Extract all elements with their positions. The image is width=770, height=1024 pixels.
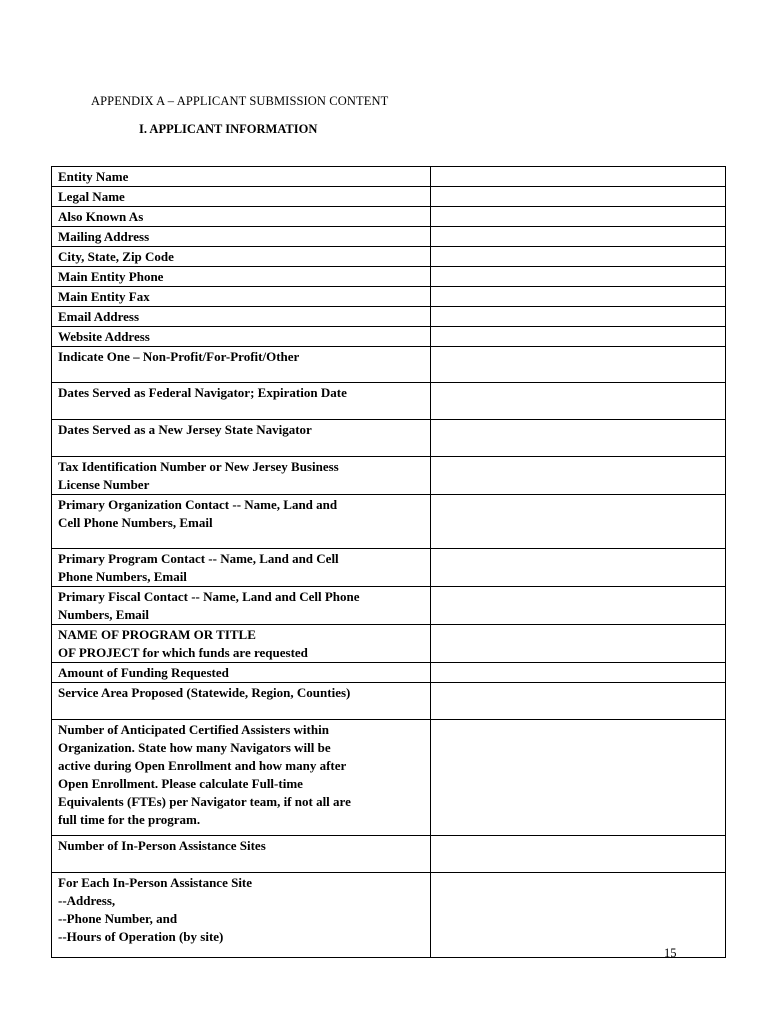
field-label-line: Legal Name <box>58 189 125 204</box>
form-row <box>52 587 726 625</box>
field-label <box>52 720 431 836</box>
form-row <box>52 187 726 207</box>
field-label-line: --Phone Number, and <box>58 911 178 926</box>
field-label-line: Number of Anticipated Certified Assisters within <box>58 722 329 737</box>
field-label <box>52 873 431 958</box>
field-label-line: Tax Identification Number or New Jersey Business <box>58 459 339 474</box>
field-value-cell[interactable] <box>431 457 726 495</box>
field-value-cell[interactable] <box>431 247 726 267</box>
form-row <box>52 287 726 307</box>
field-label-line: active during Open Enrollment and how many after <box>58 758 347 773</box>
field-label-line: Service Area Proposed (Statewide, Region, Counties) <box>58 685 351 700</box>
field-value-cell[interactable] <box>431 549 726 587</box>
field-value-cell[interactable] <box>431 307 726 327</box>
field-label-line: Cell Phone Numbers, Email <box>58 515 213 530</box>
form-row <box>52 267 726 287</box>
form-row <box>52 307 726 327</box>
field-value-cell[interactable] <box>431 167 726 187</box>
field-value-cell[interactable] <box>431 836 726 873</box>
field-label <box>52 836 431 873</box>
field-label-line: full time for the program. <box>58 812 201 827</box>
field-label-line: Email Address <box>58 309 140 324</box>
field-value-cell[interactable] <box>431 347 726 383</box>
field-label <box>52 625 431 663</box>
appendix-title: APPENDIX A – APPLICANT SUBMISSION CONTENT <box>91 94 389 108</box>
field-label-line: Primary Fiscal Contact -- Name, Land and Cell Phone <box>58 589 360 604</box>
applicant-information-table <box>51 166 726 958</box>
section-title: I. APPLICANT INFORMATION <box>139 122 318 136</box>
field-label-line: Mailing Address <box>58 229 150 244</box>
field-label <box>52 587 431 625</box>
field-value-cell[interactable] <box>431 625 726 663</box>
field-label-line: Primary Organization Contact -- Name, Land and <box>58 497 338 512</box>
field-label-line: Main Entity Phone <box>58 269 164 284</box>
field-label <box>52 683 431 720</box>
field-label-line: Website Address <box>58 329 150 344</box>
field-label-line: Entity Name <box>58 169 129 184</box>
field-label <box>52 167 431 187</box>
form-row <box>52 873 726 958</box>
field-label <box>52 549 431 587</box>
field-value-cell[interactable] <box>431 663 726 683</box>
form-row <box>52 347 726 383</box>
field-label-line: Open Enrollment. Please calculate Full-time <box>58 776 303 791</box>
field-value-cell[interactable] <box>431 327 726 347</box>
field-label <box>52 207 431 227</box>
form-row <box>52 457 726 495</box>
field-value-cell[interactable] <box>431 383 726 420</box>
field-label-line: Dates Served as Federal Navigator; Expiration Date <box>58 385 347 400</box>
field-value-cell[interactable] <box>431 187 726 207</box>
form-row <box>52 663 726 683</box>
form-row <box>52 683 726 720</box>
form-row <box>52 625 726 663</box>
form-row <box>52 549 726 587</box>
field-label <box>52 663 431 683</box>
field-label-line: Also Known As <box>58 209 144 224</box>
field-label-line: License Number <box>58 477 150 492</box>
field-value-cell[interactable] <box>431 267 726 287</box>
field-label-line: City, State, Zip Code <box>58 249 174 264</box>
form-row <box>52 207 726 227</box>
field-label <box>52 383 431 420</box>
field-label <box>52 495 431 549</box>
form-row <box>52 227 726 247</box>
field-label-line: For Each In-Person Assistance Site <box>58 875 253 890</box>
field-label-line: Amount of Funding Requested <box>58 665 229 680</box>
field-value-cell[interactable] <box>431 420 726 457</box>
field-label-line: --Hours of Operation (by site) <box>58 929 224 944</box>
field-label <box>52 420 431 457</box>
form-row <box>52 836 726 873</box>
field-value-cell[interactable] <box>431 873 726 958</box>
field-label-line: Phone Numbers, Email <box>58 569 187 584</box>
field-label-line: Organization. State how many Navigators will be <box>58 740 331 755</box>
form-row <box>52 383 726 420</box>
page-number: 15 <box>664 946 677 960</box>
field-label <box>52 287 431 307</box>
field-label <box>52 457 431 495</box>
field-label-line: Dates Served as a New Jersey State Navigator <box>58 422 312 437</box>
field-label <box>52 327 431 347</box>
field-label-line: Indicate One – Non-Profit/For-Profit/Other <box>58 349 300 364</box>
form-row <box>52 327 726 347</box>
field-label-line: Number of In-Person Assistance Sites <box>58 838 266 853</box>
field-value-cell[interactable] <box>431 287 726 307</box>
form-row <box>52 495 726 549</box>
field-value-cell[interactable] <box>431 683 726 720</box>
field-label-line: Main Entity Fax <box>58 289 150 304</box>
field-label-line: Numbers, Email <box>58 607 149 622</box>
field-label-line: NAME OF PROGRAM OR TITLE <box>58 627 256 642</box>
field-value-cell[interactable] <box>431 207 726 227</box>
field-value-cell[interactable] <box>431 587 726 625</box>
field-value-cell[interactable] <box>431 495 726 549</box>
field-value-cell[interactable] <box>431 720 726 836</box>
field-label <box>52 227 431 247</box>
field-label-line: Equivalents (FTEs) per Navigator team, if not all are <box>58 794 351 809</box>
field-label <box>52 247 431 267</box>
field-label <box>52 307 431 327</box>
field-value-cell[interactable] <box>431 227 726 247</box>
field-label-line: Primary Program Contact -- Name, Land and Cell <box>58 551 339 566</box>
field-label-line: OF PROJECT for which funds are requested <box>58 645 308 660</box>
field-label <box>52 267 431 287</box>
field-label-line: --Address, <box>58 893 116 908</box>
form-row <box>52 420 726 457</box>
form-row <box>52 720 726 836</box>
field-label <box>52 187 431 207</box>
form-row <box>52 167 726 187</box>
form-row <box>52 247 726 267</box>
field-label <box>52 347 431 383</box>
